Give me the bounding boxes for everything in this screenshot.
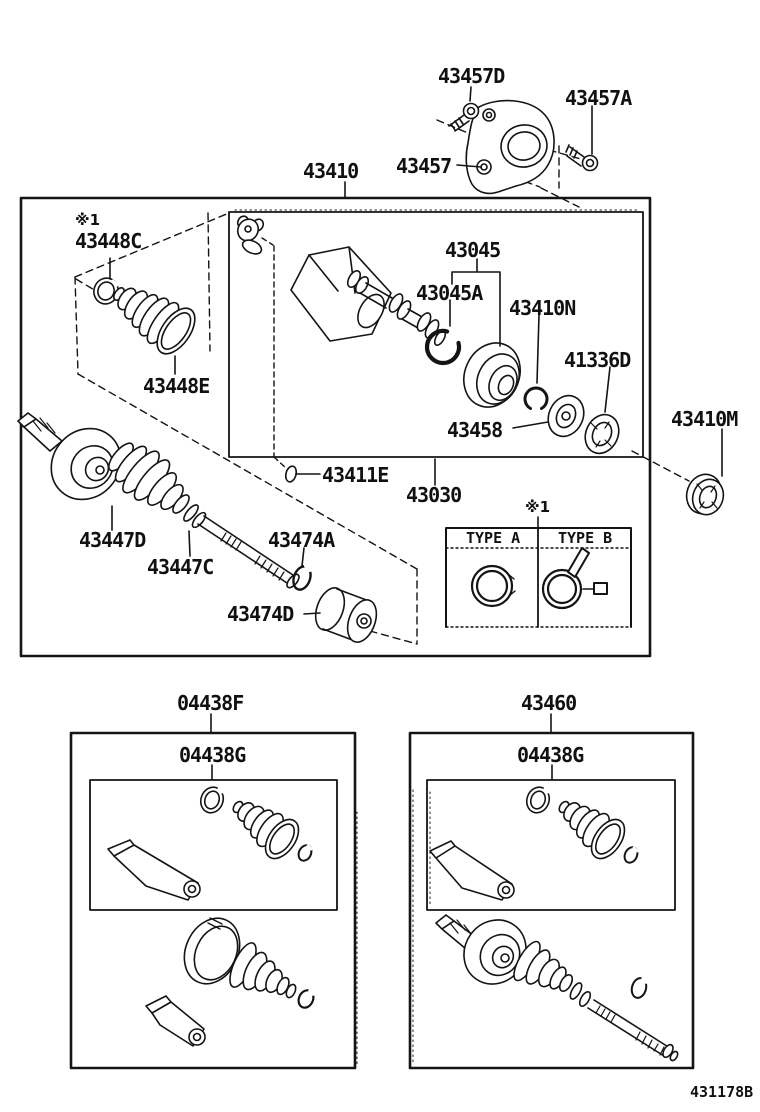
ring-43411e-drawing bbox=[284, 465, 298, 483]
kit-right-driveshaft bbox=[436, 908, 679, 1062]
seal-43410m-drawing bbox=[681, 469, 728, 519]
kit-label-04438g-left: 04438G bbox=[179, 743, 246, 767]
kit-label-04438g-right: 04438G bbox=[517, 743, 584, 767]
part-label-43410m: 43410M bbox=[671, 407, 738, 431]
group-leader-lines bbox=[110, 87, 722, 779]
part-label-43411e: 43411E bbox=[322, 463, 389, 487]
boot-43448e-drawing bbox=[112, 285, 203, 360]
type-a-clamp-drawing bbox=[472, 566, 515, 606]
part-label-43447c: 43447C bbox=[147, 555, 214, 579]
part-label-43457d: 43457D bbox=[438, 64, 505, 88]
clamp-43474a-drawing bbox=[290, 564, 313, 592]
bearing-case-43045-drawing bbox=[454, 334, 531, 417]
part-label-43045a: 43045A bbox=[416, 281, 483, 305]
part-label-43447d: 43447D bbox=[79, 528, 146, 552]
kit-label-04438f: 04438F bbox=[177, 691, 244, 715]
drawing-number: 431178B bbox=[690, 1083, 754, 1101]
kit-left-outer-parts bbox=[146, 909, 316, 1046]
kit-right-inner-parts bbox=[430, 784, 640, 900]
inner-joint-tulip-drawing bbox=[291, 247, 391, 341]
part-label-43448c: 43448C bbox=[75, 229, 142, 253]
ring-43410n-drawing bbox=[525, 388, 547, 409]
part-label-43410: 43410 bbox=[303, 159, 359, 183]
bearing-43458-drawing bbox=[542, 390, 591, 442]
part-label-43474a: 43474A bbox=[268, 528, 335, 552]
type-a-header: TYPE A bbox=[466, 529, 521, 547]
part-label-43410n: 43410N bbox=[509, 296, 576, 320]
part-label-43474d: 43474D bbox=[227, 602, 294, 626]
part-label-43457a: 43457A bbox=[565, 86, 632, 110]
seal-41336d-drawing bbox=[579, 409, 625, 459]
part-label-43457: 43457 bbox=[396, 154, 452, 178]
bracket-drawing bbox=[466, 101, 554, 194]
type-b-clamp-drawing bbox=[543, 548, 607, 608]
part-label-43045: 43045 bbox=[445, 238, 501, 262]
tripod-spider-drawing bbox=[234, 214, 265, 256]
part-label-43030: 43030 bbox=[406, 483, 462, 507]
note-marker-table: ※1 bbox=[525, 498, 551, 516]
note-marker-upper: ※1 bbox=[75, 211, 101, 229]
kit-label-43460: 43460 bbox=[521, 691, 577, 715]
type-b-header: TYPE B bbox=[558, 529, 613, 547]
part-label-41336d: 41336D bbox=[564, 348, 631, 372]
kit-left-inner-parts bbox=[108, 784, 314, 900]
part-label-43448e: 43448E bbox=[143, 374, 210, 398]
damper-43474d-drawing bbox=[310, 584, 381, 646]
part-label-43458: 43458 bbox=[447, 418, 503, 442]
